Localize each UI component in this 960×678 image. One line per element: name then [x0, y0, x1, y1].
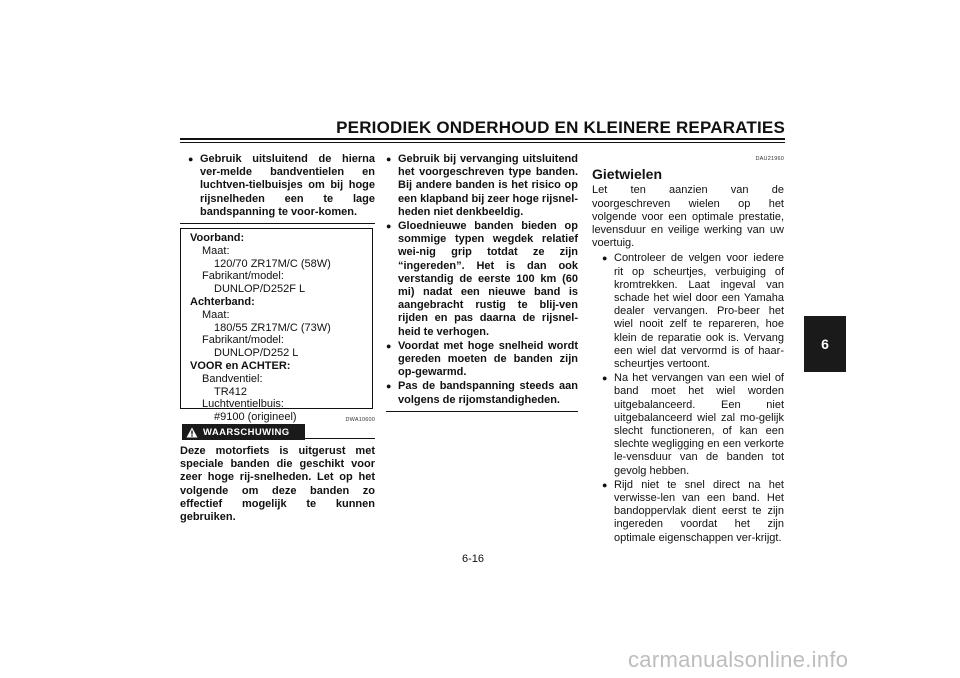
bullet-icon: ●	[188, 154, 194, 164]
bullet-text: Gloednieuwe banden bieden op sommige typen wegdek relatief wei-nig grip totdat ze zijn “ingereden”. Het is dan ook verstandig de eerste 100 km (60 mi) nadat een nieuwe band is aangebracht rustig te blij-ven rijden en pas daarna de rijsnel-heid te verhogen.	[398, 220, 578, 338]
list-item	[180, 153, 375, 219]
spec-maker-label: Fabrikant/model:	[202, 270, 284, 283]
list-item	[592, 479, 784, 545]
column-left	[180, 153, 375, 224]
bullet-text: Pas de bandspanning steeds aan volgens de rijomstandigheden.	[398, 380, 578, 406]
warning-label: WAARSCHUWING	[203, 426, 290, 438]
bullet-icon: ●	[386, 154, 392, 164]
spec-valve-label: Bandventiel:	[202, 372, 263, 385]
spec-rear-label: Achterband:	[190, 295, 255, 308]
warning-text: Deze motorfiets is uitgerust met speciale banden die geschikt voor zeer hoge rij-snelheden. Let op het volgende om deze banden zo effectief mogelijk te kunnen gebruiken.	[180, 445, 375, 524]
bullet-icon: ●	[386, 221, 392, 232]
list-item	[386, 153, 578, 219]
spec-front-size: 120/70 ZR17M/C (58W)	[214, 257, 331, 270]
spec-rear-size: 180/55 ZR17M/C (73W)	[214, 321, 331, 334]
column-right	[592, 153, 784, 546]
page-title: PERIODIEK ONDERHOUD EN KLEINERE REPARATIES	[336, 118, 785, 137]
spec-core-label: Luchtventielbuis:	[202, 398, 284, 411]
chapter-tab[interactable]	[804, 316, 846, 372]
spec-size-label: Maat:	[202, 308, 230, 321]
chapter-number: 6	[821, 336, 829, 352]
spec-both-label: VOOR en ACHTER:	[190, 359, 291, 372]
list-item	[386, 220, 578, 339]
header-rule	[180, 138, 785, 140]
warning-badge	[182, 424, 305, 440]
spec-front-model: DUNLOP/D252F L	[214, 283, 306, 296]
list-item	[386, 340, 578, 380]
bullet-icon: ●	[602, 253, 608, 264]
spec-valve-value: TR412	[214, 385, 248, 398]
spec-maker-label: Fabrikant/model:	[202, 334, 284, 347]
bullet-text: Voordat met hoge snelheid wordt gereden moeten de banden zijn op-gewarmd.	[398, 339, 578, 379]
bullet-icon: ●	[602, 373, 608, 384]
bullet-text: Rijd niet te snel direct na het verwisse-len van een band. Het bandoppervlak dient eerst te zijn ingereden voordat het zijn optimale eigenschappen ver-krijgt.	[614, 478, 784, 544]
section-rule	[386, 411, 578, 412]
list-item	[592, 372, 784, 478]
header-rule-thin	[180, 142, 785, 143]
section-title: Gietwielen	[592, 166, 663, 183]
bullet-icon: ●	[386, 340, 392, 351]
section-code: DAU21960	[755, 156, 784, 162]
warning-icon	[186, 427, 198, 438]
bullet-text: Na het vervangen van een wiel of band moet het wiel worden uitgebalanceerd. Een niet uitgebalanceerd wiel zal mo-gelijk slecht functioneren, of kan een slechte wegligging en een verkorte le-vensduur van de banden tot gevolg hebben.	[614, 372, 784, 477]
spec-rear-model: DUNLOP/D252 L	[214, 347, 299, 360]
warning-code: DWA10600	[345, 417, 375, 423]
spec-core-value: #9100 (origineel)	[214, 411, 297, 424]
spec-size-label: Maat:	[202, 244, 230, 257]
section-rule	[180, 223, 375, 224]
bullet-text: Gebruik uitsluitend de hierna ver-melde bandventielen en luchtven-tielbuisjes om bij hoge rijsnelheden een te lage bandspanning te voor-komen.	[200, 153, 375, 218]
page-number: 6-16	[462, 553, 485, 565]
list-item	[386, 380, 578, 406]
bullet-text: Controleer de velgen voor iedere rit op scheurtjes, verbuiging of kromtrekken. Laat ingeval van schade het wiel door een Yamaha dealer vervangen. Pro-beer het wiel nooit zelf te repareren, hoe klein de reparatie ook is. Vervang een wiel dat vervormd is of haar-scheurtjes vertoont.	[614, 252, 784, 371]
warning-rule	[305, 438, 375, 439]
bullet-icon: ●	[386, 381, 392, 392]
column-middle	[386, 153, 578, 412]
intro-paragraph: Let ten aanzien van de voorgeschreven wielen op het volgende voor een optimale prestatie, levensduur en veilige werking van uw voertuig.	[592, 184, 784, 250]
list-item	[592, 252, 784, 371]
spec-front-label: Voorband:	[190, 232, 245, 244]
bullet-text: Gebruik bij vervanging uitsluitend het voorgeschreven type banden. Bij andere banden is het risico op een klapband bij zeer hoge rijsnel-heden niet denkbeeldig.	[398, 153, 578, 218]
watermark: carmanualsonline.info	[628, 647, 849, 672]
bullet-icon: ●	[602, 479, 608, 490]
